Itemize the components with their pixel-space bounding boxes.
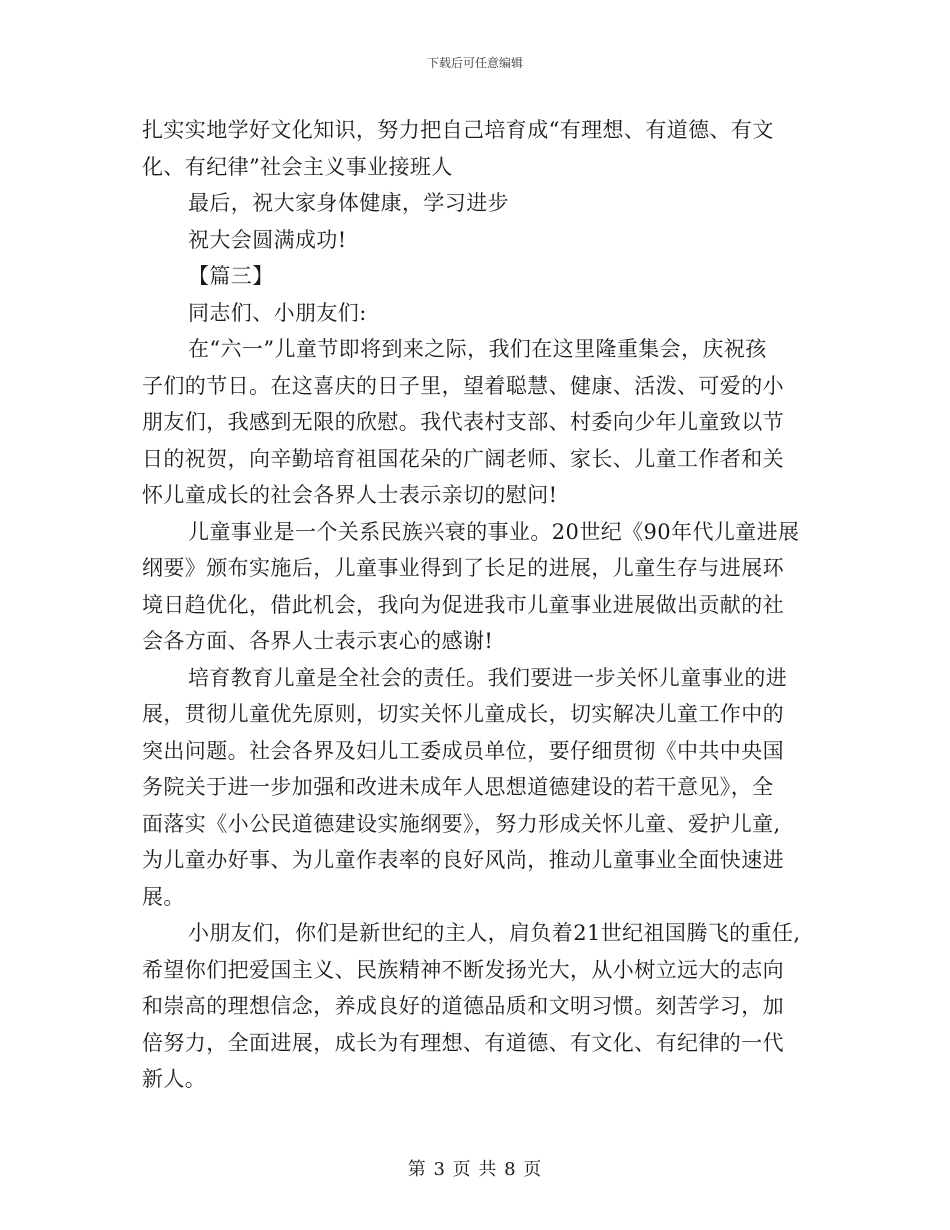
text-line: 最后，祝大家身体健康，学习进步 [188,191,509,215]
text-line: 希望你们把爱国主义、民族精神不断发扬光大，从小树立远大的志向 [142,957,784,982]
page-number-footer: 第 3 页 共 8 页 [407,1159,543,1180]
page-header: 下载后可任意编辑 [426,56,523,70]
text-line: 会各方面、各界人士表示衷心的感谢! [142,629,494,653]
text-line: 在“六一”儿童节即将到来之际，我们在这里隆重集会，庆祝孩 [188,337,767,361]
text-line: 纲要》颁布实施后，儿童事业得到了长足的进展，儿童生存与进展环 [142,556,784,580]
text-line: 怀儿童成长的社会各界人士表示亲切的慰问! [142,483,558,507]
text-line: 境日趋优化，借此机会，我向为促进我市儿童事业进展做出贡献的社 [142,592,784,617]
text-line: 子们的节日。在这喜庆的日子里，望着聪慧、健康、活泼、可爱的小 [142,373,784,398]
text-line: 展。 [142,884,185,909]
text-line: 日的祝贺，向辛勤培育祖国花朵的广阔老师、家长、儿童工作者和关 [142,446,784,471]
text-line: 倍努力，全面进展，成长为有理想、有道德、有文化、有纪律的一代 [142,1030,784,1055]
document-body [142,112,812,1098]
text-line: 和崇高的理想信念，养成良好的道德品质和文明习惯。刻苦学习，加 [142,994,784,1018]
text-line: 展，贯彻儿童优先原则，切实关怀儿童成长，切实解决儿童工作中的 [142,702,784,726]
text-line: 朋友们，我感到无限的欣慰。我代表村支部、村委向少年儿童致以节 [142,410,784,434]
text-line: 面落实《小公民道德建设实施纲要》，努力形成关怀儿童、爱护儿童, [142,811,781,836]
text-line: 突出问题。社会各界及妇儿工委成员单位，要仔细贯彻《中共中央国 [142,738,784,763]
text-line: 培育教育儿童是全社会的责任。我们要进一步关怀儿童事业的进 [188,665,788,690]
text-line: 新人。 [142,1067,207,1091]
text-line: 化、有纪律”社会主义事业接班人 [142,154,453,179]
text-line: 为儿童办好事、为儿童作表率的良好风尚，推动儿童事业全面快速进 [142,848,784,872]
section-heading: 【篇三】 [188,264,274,288]
text-line: 儿童事业是一个关系民族兴衰的事业。20世纪《90年代儿童进展 [188,519,800,544]
salutation: 同志们、小朋友们: [188,300,367,325]
text-line: 小朋友们，你们是新世纪的主人，肩负着21世纪祖国腾飞的重任, [188,921,801,945]
text-line: 祝大会圆满成功! [188,227,347,252]
text-line: 务院关于进一步加强和改进未成年人思想道德建设的若干意见》，全 [142,775,774,799]
text-line: 扎实实地学好文化知识，努力把自己培育成“有理想、有道德、有文 [142,118,774,142]
